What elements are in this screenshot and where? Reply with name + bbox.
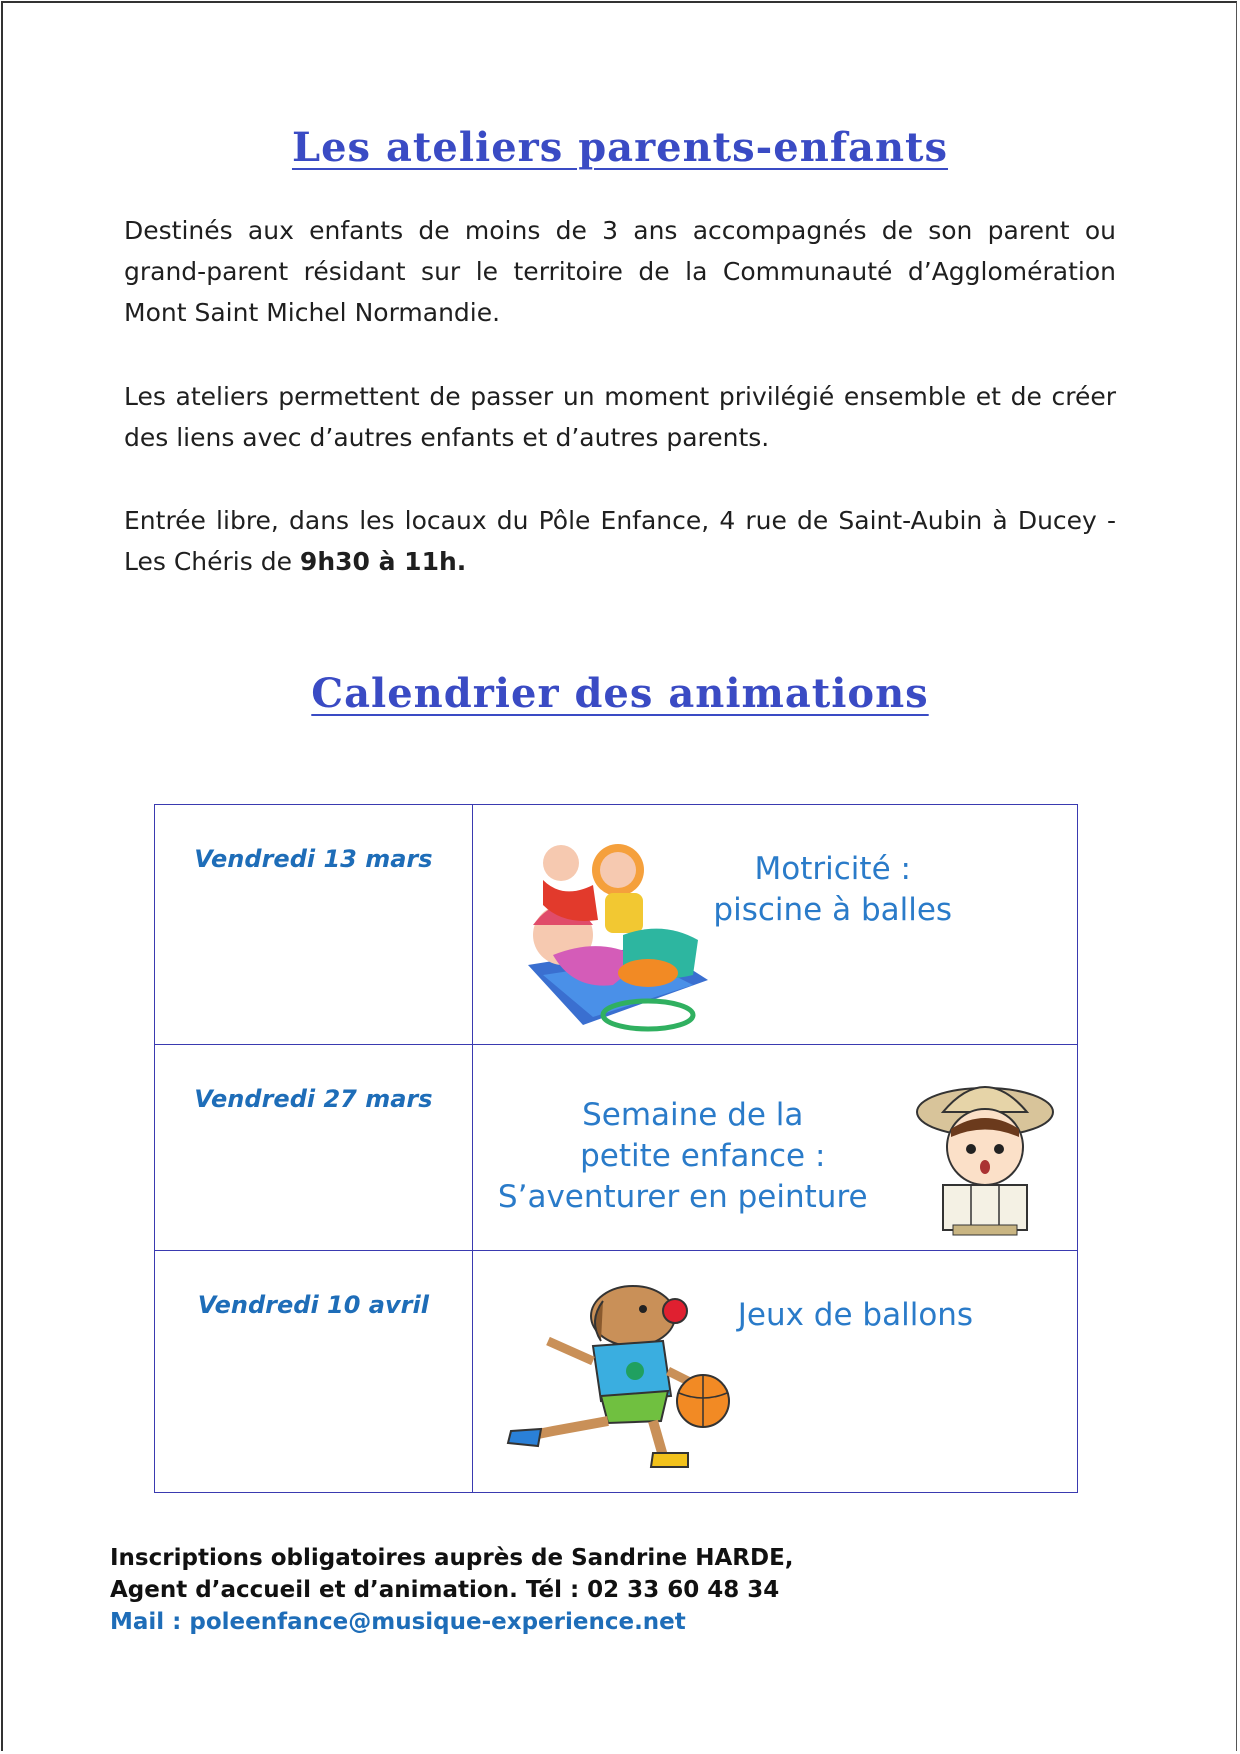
intro-paragraph: Destinés aux enfants de moins de 3 ans accompagnés de son parent ou grand-parent résidant sur le territoire de la Communauté d’Agglomération Mont Saint Michel Normandie. [124,216,1116,327]
explorer-child-illustration [913,1067,1058,1237]
activity-title: Jeux de ballons [737,1297,974,1333]
calendar-row [155,1251,1078,1493]
children-playing-illustration [523,825,713,1035]
activity-detail: S’aventurer en peinture [497,1179,868,1215]
dog-basketball-illustration [493,1271,743,1471]
activity-title: Motricité : [754,851,911,887]
hours: 9h30 à 11h [299,547,457,576]
registration-line: Inscriptions obligatoires auprès de Sandrine HARDE, [110,1545,794,1571]
activity-title: Semaine de la [582,1097,804,1133]
calendar-row [155,1045,1078,1251]
calendar-table [154,804,1078,1493]
mail-line: Mail : poleenfance@musique-experience.net [110,1609,686,1635]
activity-cell [472,1045,1077,1251]
purpose-paragraph: Les ateliers permettent de passer un moment privilégié ensemble et de créer des liens avec d’autres enfants et d’autres parents. [124,382,1116,452]
date-cell: Vendredi 13 mars [155,805,473,1045]
calendar-title: Calendrier des animations [311,670,929,717]
date-cell: Vendredi 27 mars [155,1045,473,1251]
activity-cell [472,1251,1077,1493]
agent-phone-line: Agent d’accueil et d’animation. Tél : 02 33 60 48 34 [110,1577,780,1603]
date-cell: Vendredi 10 avril [155,1251,473,1493]
location-paragraph: Entrée libre, dans les locaux du Pôle Enfance, 4 rue de Saint-Aubin à Ducey -Les Chéris de 9h30 à 11h. [124,506,1116,576]
activity-subtitle: petite enfance : [580,1138,826,1174]
footer-contact [110,1542,794,1638]
activity-cell [472,805,1077,1045]
calendar-row [155,805,1078,1045]
activity-subtitle: piscine à balles [713,892,953,928]
page-title: Les ateliers parents-enfants [291,124,949,171]
